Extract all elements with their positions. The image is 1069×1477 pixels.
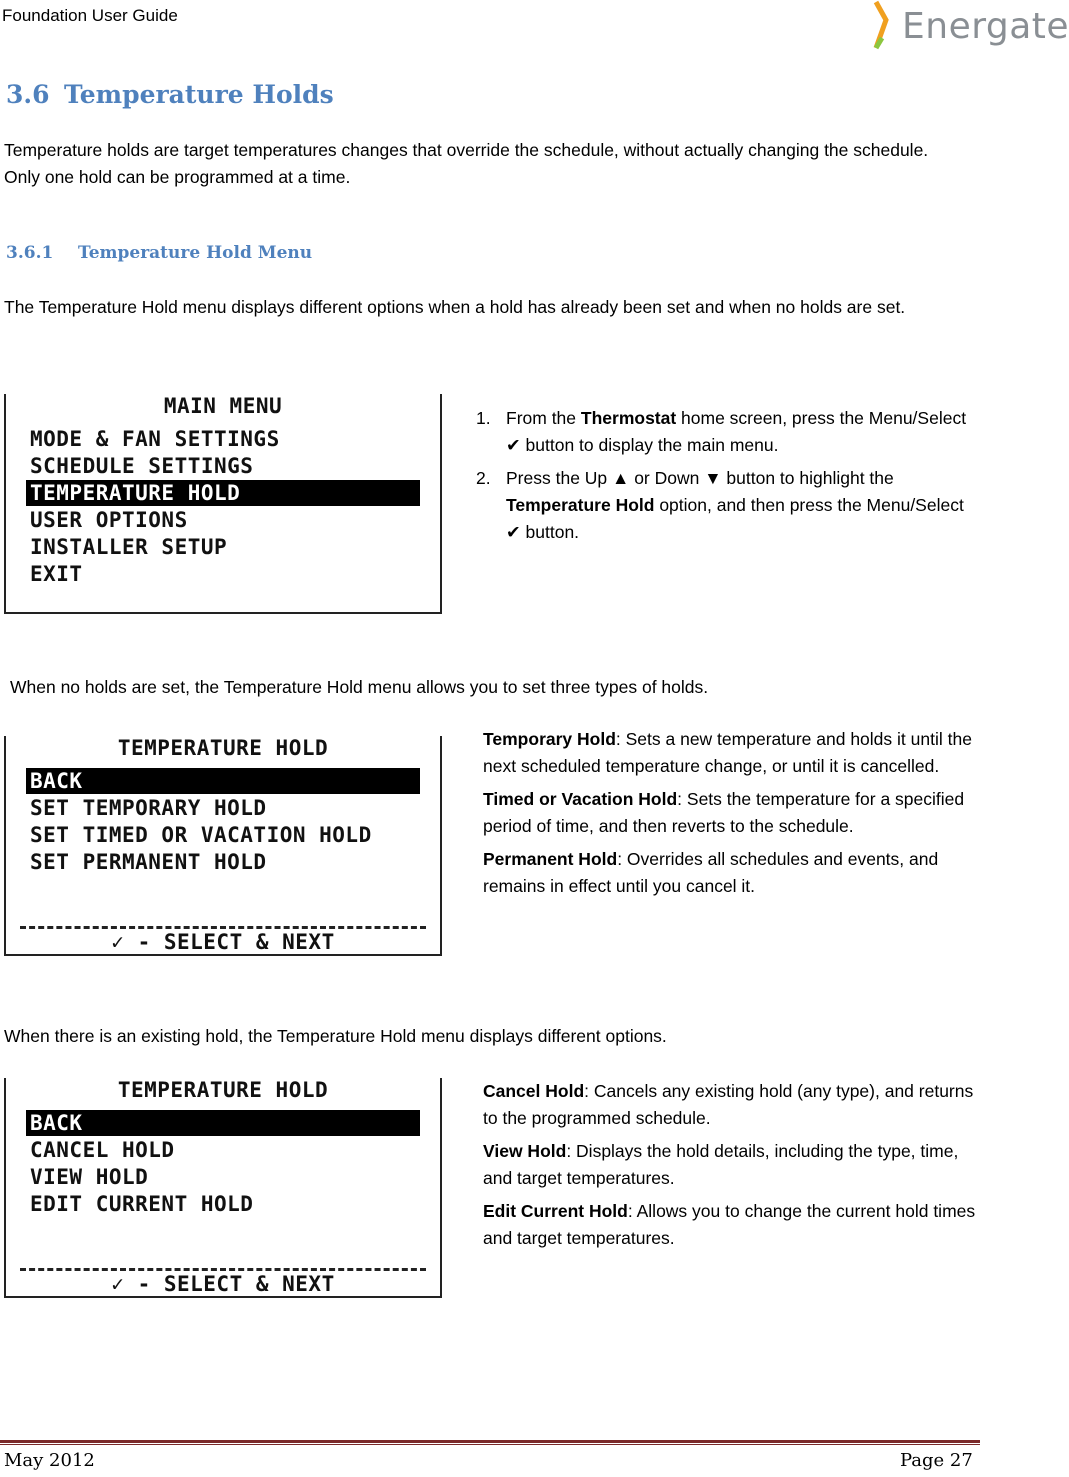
hold-menu-screen-existing-hold bbox=[4, 1078, 442, 1298]
hold-type-item bbox=[483, 846, 979, 900]
subsection-number: 3.6.1 bbox=[6, 243, 54, 263]
footer-date: May 2012 bbox=[4, 1450, 95, 1471]
option-item bbox=[483, 1198, 979, 1252]
subsection-title: Temperature Hold Menu bbox=[78, 243, 313, 263]
hold-menu-title: TEMPERATURE HOLD bbox=[114, 736, 332, 760]
hold-menu-screen-no-holds bbox=[4, 736, 442, 956]
hold-type-term: Timed or Vacation Hold bbox=[483, 789, 678, 809]
hold-type-item bbox=[483, 786, 979, 840]
footer-page-number: Page 27 bbox=[900, 1450, 973, 1471]
hold-types-list bbox=[483, 726, 979, 906]
option-term: Cancel Hold bbox=[483, 1081, 585, 1101]
step-text: option, and then press the Menu/Select ✔ button. bbox=[506, 495, 964, 542]
hold-menu-title: TEMPERATURE HOLD bbox=[114, 1078, 332, 1102]
main-menu-screen bbox=[4, 394, 442, 614]
step-text: From the bbox=[506, 408, 581, 428]
step-item bbox=[476, 405, 976, 459]
no-holds-text: When no holds are set, the Temperature Hold menu allows you to set three types of holds. bbox=[10, 677, 709, 697]
energate-logo bbox=[872, 0, 1069, 56]
menu-item-cancel-hold[interactable]: CANCEL HOLD bbox=[30, 1138, 175, 1162]
footer-rule-thin bbox=[0, 1444, 980, 1445]
hold-type-text: : Sets the temperature for a specified period of time, and then reverts to the schedule. bbox=[483, 789, 965, 836]
option-item bbox=[483, 1078, 979, 1132]
subsection-intro: The Temperature Hold menu displays different options when a hold has already been set and when no holds are set. bbox=[4, 297, 906, 317]
option-text: : Cancels any existing hold (any type), and returns to the programmed schedule. bbox=[483, 1081, 974, 1128]
menu-item-set-permanent-hold[interactable]: SET PERMANENT HOLD bbox=[30, 850, 267, 874]
step-number: 1. bbox=[476, 408, 491, 428]
menu-item-view-hold[interactable]: VIEW HOLD bbox=[30, 1165, 149, 1189]
logo-text: Energate bbox=[902, 6, 1069, 47]
main-menu-title: MAIN MENU bbox=[160, 394, 286, 418]
section-heading bbox=[6, 80, 334, 109]
option-term: View Hold bbox=[483, 1141, 567, 1161]
existing-options-list bbox=[483, 1078, 979, 1258]
menu-item-set-timed-vacation-hold[interactable]: SET TIMED OR VACATION HOLD bbox=[30, 823, 372, 847]
hold-type-term: Temporary Hold bbox=[483, 729, 616, 749]
document-title: Foundation User Guide bbox=[2, 6, 178, 25]
menu-item-set-temporary-hold[interactable]: SET TEMPORARY HOLD bbox=[30, 796, 267, 820]
menu-item-edit-current-hold[interactable]: EDIT CURRENT HOLD bbox=[30, 1192, 254, 1216]
menu-item-back[interactable]: BACK bbox=[26, 1110, 420, 1136]
screen-footer: ✓ - SELECT & NEXT bbox=[111, 1272, 335, 1296]
hold-type-term: Permanent Hold bbox=[483, 849, 618, 869]
option-text: : Displays the hold details, including the type, time, and target temperatures. bbox=[483, 1141, 959, 1188]
section-number: 3.6 bbox=[6, 80, 50, 109]
option-item bbox=[483, 1138, 979, 1192]
step-item bbox=[476, 465, 976, 546]
section-title: Temperature Holds bbox=[64, 80, 334, 109]
steps-list bbox=[476, 405, 976, 552]
step-bold: Thermostat bbox=[580, 408, 677, 428]
hold-type-text: : Sets a new temperature and holds it until the next scheduled temperature change, or until it is cancelled. bbox=[483, 729, 972, 776]
screen-footer: ✓ - SELECT & NEXT bbox=[111, 930, 335, 954]
menu-item-mode-fan[interactable]: MODE & FAN SETTINGS bbox=[30, 427, 280, 451]
option-term: Edit Current Hold bbox=[483, 1201, 628, 1221]
menu-item-back[interactable]: BACK bbox=[26, 768, 420, 794]
step-number: 2. bbox=[476, 468, 491, 488]
step-text: Press the Up ▲ or Down ▼ button to highlight the bbox=[506, 468, 894, 488]
footer-rule bbox=[0, 1440, 980, 1443]
hold-type-item bbox=[483, 726, 979, 780]
menu-item-exit[interactable]: EXIT bbox=[30, 562, 83, 586]
menu-item-installer-setup[interactable]: INSTALLER SETUP bbox=[30, 535, 228, 559]
step-text: home screen, press the Menu/Select ✔ button to display the main menu. bbox=[506, 408, 967, 455]
logo-chevron-icon bbox=[872, 0, 902, 56]
menu-item-user-options[interactable]: USER OPTIONS bbox=[30, 508, 188, 532]
existing-hold-text: When there is an existing hold, the Temperature Hold menu displays different options. bbox=[4, 1026, 667, 1046]
menu-item-schedule[interactable]: SCHEDULE SETTINGS bbox=[30, 454, 254, 478]
subsection-heading bbox=[6, 243, 312, 263]
step-bold: Temperature Hold bbox=[506, 495, 655, 515]
section-intro: Temperature holds are target temperatures changes that override the schedule, without actually changing the schedule. Only one hold can be programmed at a time. bbox=[4, 140, 929, 187]
hold-type-text: : Overrides all schedules and events, and remains in effect until you cancel it. bbox=[483, 849, 939, 896]
option-text: : Allows you to change the current hold times and target temperatures. bbox=[483, 1201, 976, 1248]
menu-item-temperature-hold[interactable]: TEMPERATURE HOLD bbox=[26, 480, 420, 506]
